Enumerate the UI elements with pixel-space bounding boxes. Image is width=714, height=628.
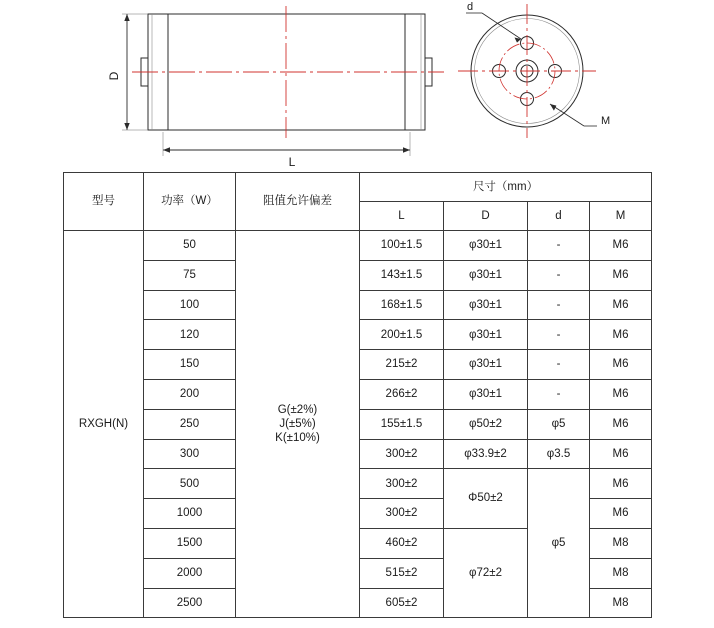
cell-d: -: [528, 350, 590, 380]
cell-L: 266±2: [360, 379, 444, 409]
cell-power: 250: [144, 409, 236, 439]
header-model: 型号: [64, 173, 144, 231]
cell-M: M8: [590, 558, 652, 588]
specification-table: [63, 172, 652, 618]
cell-power: 2000: [144, 558, 236, 588]
tolerance-line-2: J(±5%): [279, 417, 316, 430]
cell-L: 460±2: [360, 528, 444, 558]
cell-d: -: [528, 260, 590, 290]
cell-D: φ33.9±2: [444, 439, 528, 469]
cell-tolerance: [236, 231, 360, 618]
cell-M: M6: [590, 499, 652, 529]
table-header-row-1: [64, 173, 652, 202]
cell-L: 605±2: [360, 588, 444, 618]
dimension-d-label: d: [466, 1, 474, 13]
cell-power: 75: [144, 260, 236, 290]
cell-d: φ5: [528, 469, 590, 618]
tolerance-line-1: G(±2%): [277, 403, 318, 416]
cell-D: φ30±1: [444, 290, 528, 320]
cell-model: RXGH(N): [64, 231, 144, 618]
header-dimensions: 尺寸（mm）: [360, 173, 652, 202]
cell-M: M8: [590, 588, 652, 618]
cell-d: -: [528, 379, 590, 409]
cell-M: M6: [590, 379, 652, 409]
cell-L: 200±1.5: [360, 320, 444, 350]
cell-d: -: [528, 290, 590, 320]
cell-L: 100±1.5: [360, 231, 444, 261]
cell-M: M6: [590, 439, 652, 469]
cell-M: M6: [590, 320, 652, 350]
cell-L: 155±1.5: [360, 409, 444, 439]
cell-power: 200: [144, 379, 236, 409]
dimension-D-label: D: [107, 71, 121, 81]
cell-M: M6: [590, 290, 652, 320]
cell-M: M8: [590, 528, 652, 558]
cell-d: -: [528, 231, 590, 261]
dimension-L-label: L: [288, 155, 296, 169]
cell-power: 120: [144, 320, 236, 350]
header-dim-L: L: [360, 202, 444, 231]
cell-d: φ3.5: [528, 439, 590, 469]
header-tolerance: 阻值允许偏差: [236, 173, 360, 231]
cell-power: 1000: [144, 499, 236, 529]
cell-D: φ30±1: [444, 320, 528, 350]
cell-d: φ5: [528, 409, 590, 439]
cell-D: φ50±2: [444, 409, 528, 439]
cell-L: 215±2: [360, 350, 444, 380]
cell-D: φ30±1: [444, 260, 528, 290]
cell-D: φ30±1: [444, 379, 528, 409]
cell-D: φ30±1: [444, 231, 528, 261]
product-technical-drawing: [0, 0, 714, 172]
end-view: [458, 4, 597, 138]
cell-power: 300: [144, 439, 236, 469]
cell-d: -: [528, 320, 590, 350]
cell-power: 150: [144, 350, 236, 380]
header-power: 功率（W）: [144, 173, 236, 231]
table-row: [64, 231, 652, 261]
cell-M: M6: [590, 469, 652, 499]
cell-power: 500: [144, 469, 236, 499]
tolerance-line-3: K(±10%): [275, 432, 320, 445]
cell-L: 168±1.5: [360, 290, 444, 320]
cell-L: 300±2: [360, 439, 444, 469]
cell-power: 2500: [144, 588, 236, 618]
cell-M: M6: [590, 350, 652, 380]
cell-M: M6: [590, 231, 652, 261]
cell-L: 515±2: [360, 558, 444, 588]
cell-D: φ72±2: [444, 528, 528, 617]
cell-L: 300±2: [360, 469, 444, 499]
dimension-L: [163, 132, 410, 156]
cell-L: 300±2: [360, 499, 444, 529]
header-dim-D: D: [444, 202, 528, 231]
cell-M: M6: [590, 260, 652, 290]
cell-L: 143±1.5: [360, 260, 444, 290]
cell-M: M6: [590, 409, 652, 439]
cell-D: Φ50±2: [444, 469, 528, 529]
header-dim-d: d: [528, 202, 590, 231]
cell-power: 1500: [144, 528, 236, 558]
cell-power: 100: [144, 290, 236, 320]
cell-D: φ30±1: [444, 350, 528, 380]
drawing-svg: [0, 0, 714, 172]
cell-power: 50: [144, 231, 236, 261]
header-dim-M: M: [590, 202, 652, 231]
dimension-M-label: M: [601, 115, 611, 127]
